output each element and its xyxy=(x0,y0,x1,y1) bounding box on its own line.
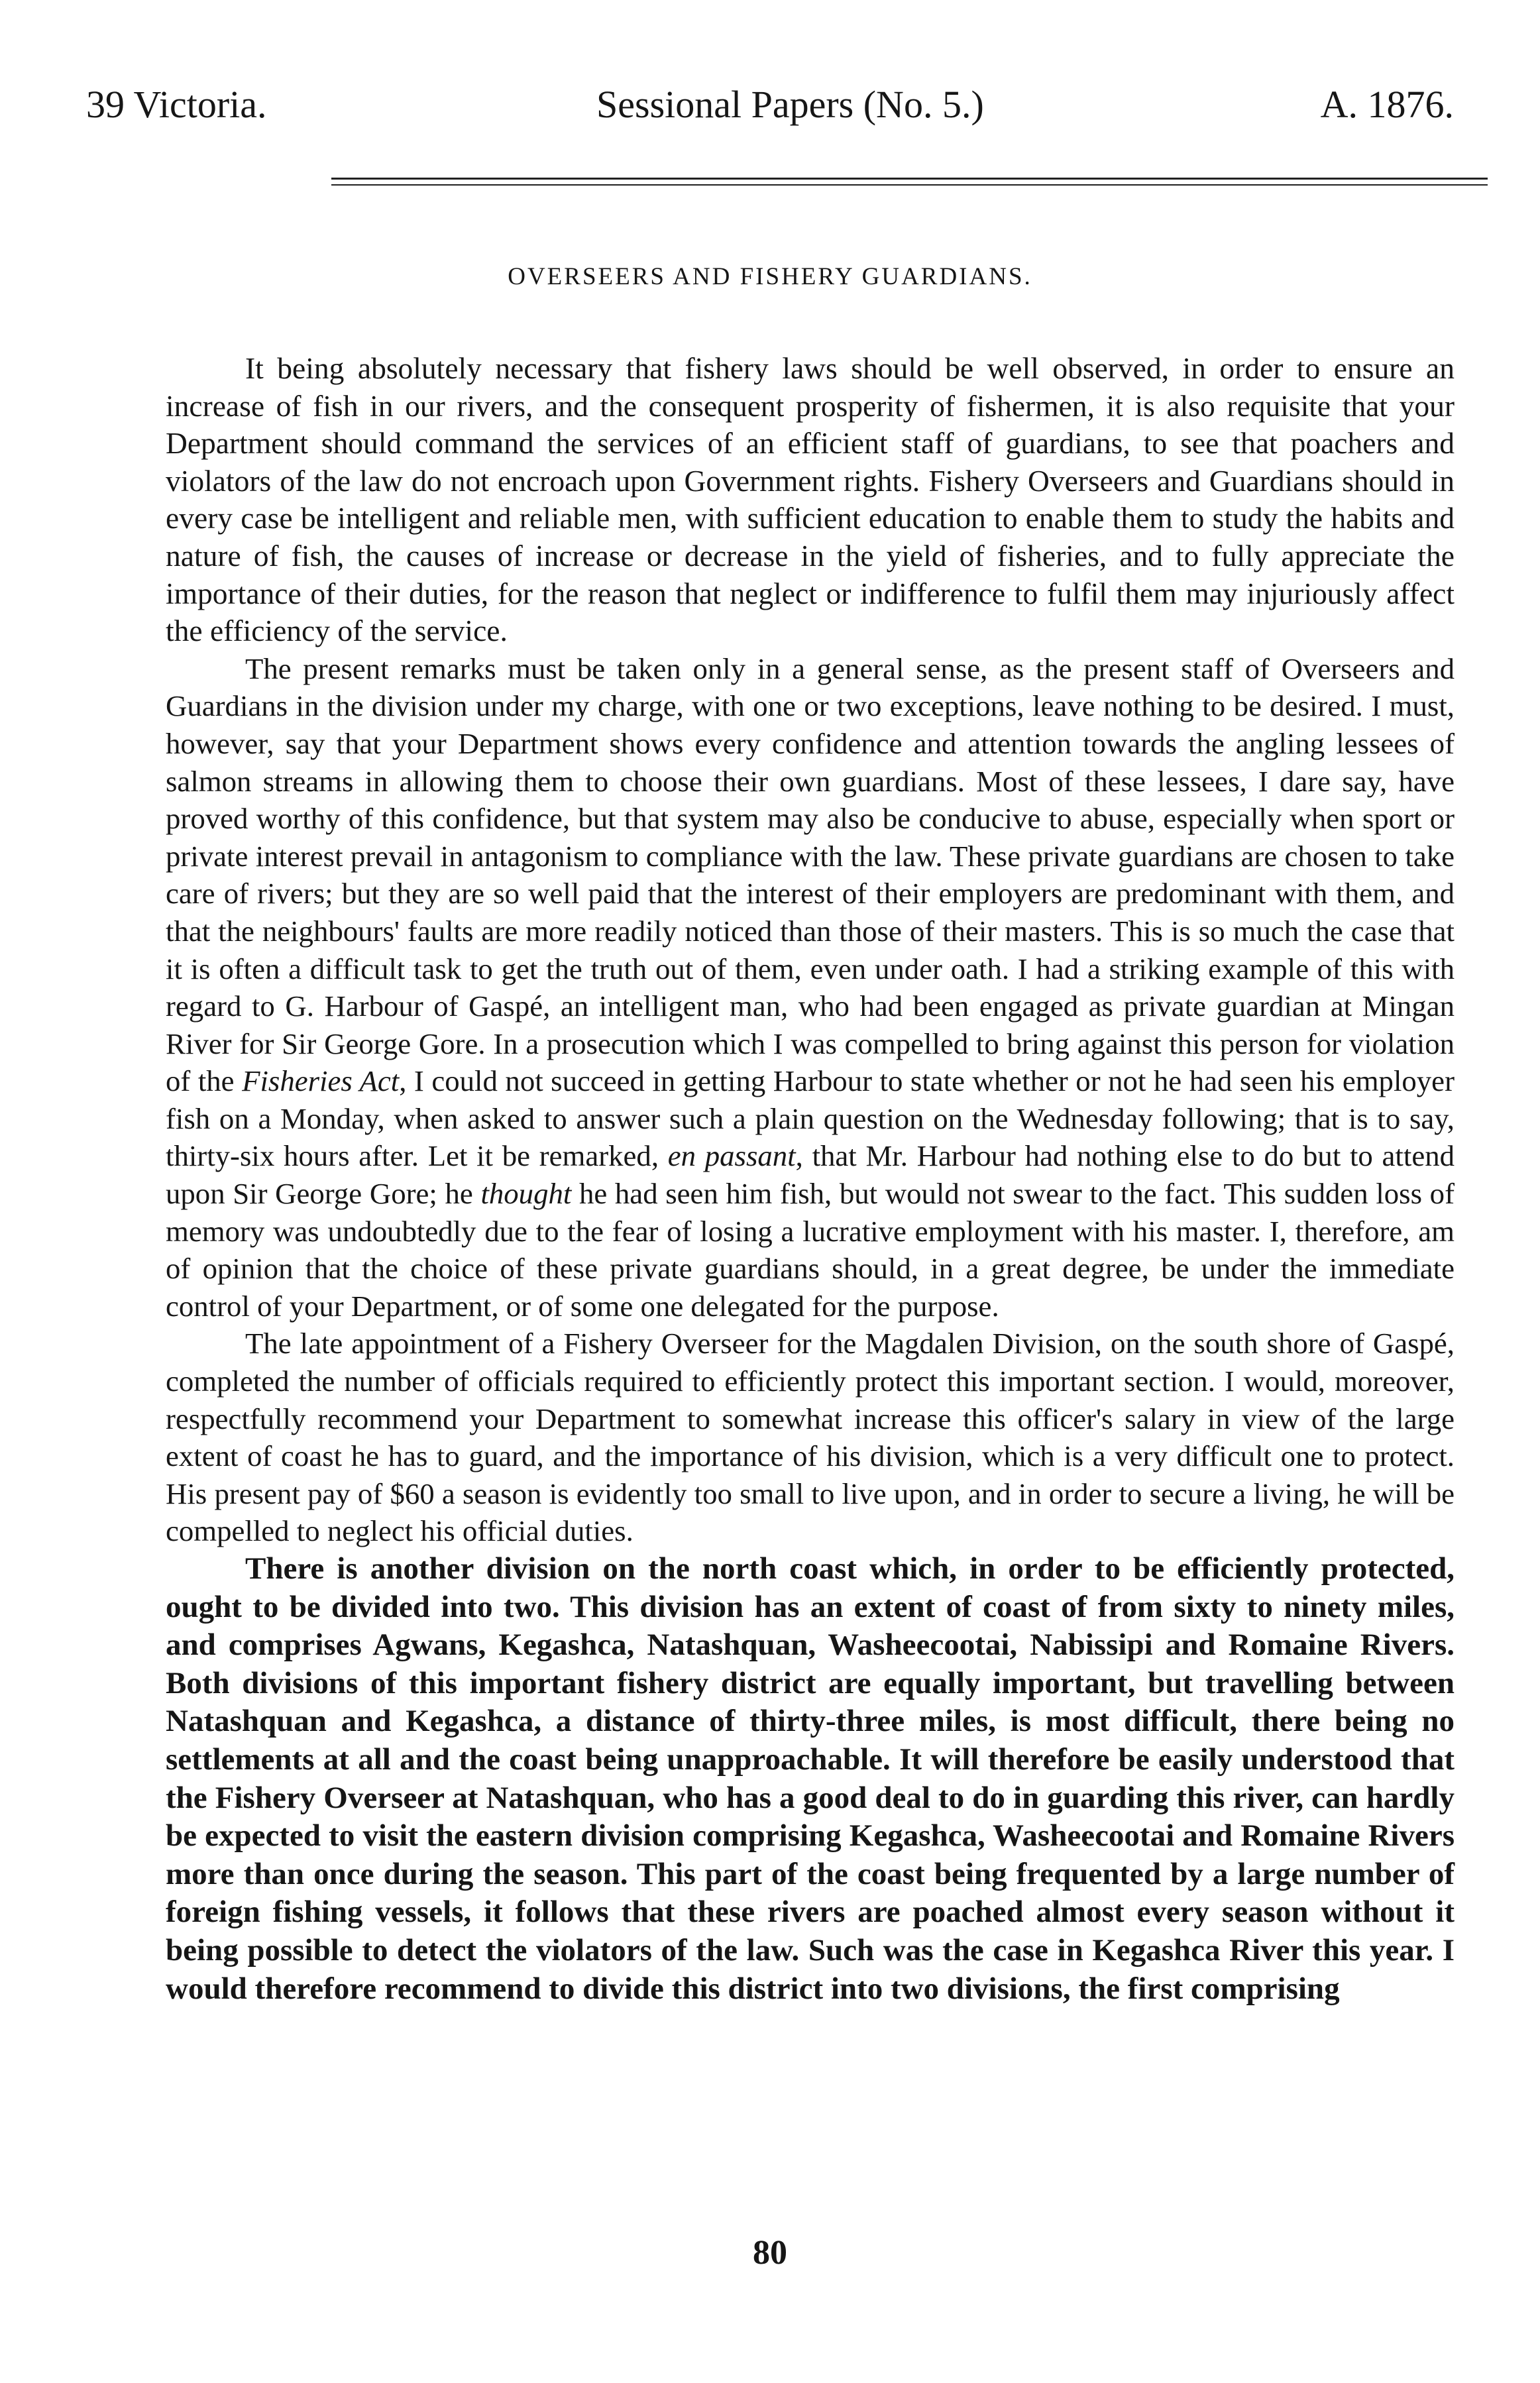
publication-title: Sessional Papers (No. 5.) xyxy=(596,83,984,126)
section-heading: OVERSEERS AND FISHERY GUARDIANS. xyxy=(508,263,1032,290)
text-run: The present remarks must be taken only in a general sense, as the present staff of Overseers and Guardians in the division under my charge, with one or two exceptions, leave nothing to be desired. I must, however, say that your Department shows every confidence and attention towards the angling lessees of salmon streams in allowing them to choose their own guardians. Most of these lessees, I dare say, have proved worthy of this confidence, but that system may also be conducive to abuse, especially when sport or private interest prevail in antagonism to compliance with the law. These private guardians are chosen to take care of rivers; but they are so well paid that the interest of their employers are predominant with them, and that the neighbours' faults are more readily noticed than those of their masters. This is so much the case that it is often a difficult task to get the truth out of them, even under oath. I had a striking example of this with regard to G. Harbour of Gaspé, an intelligent man, who had been engaged as private guardian at Mingan River for Sir George Gore. In a prosecution which I was compelled to bring against this person for violation of the xyxy=(166,651,1455,1098)
paragraph xyxy=(166,1550,1455,2008)
text-run: , I could not succeed in getting Harbour to state whether or not he had seen his employer fish on a Monday, when asked to answer such a plain question on the Wednesday following; that is to say, thirty-six hours after. Let it be remarked, xyxy=(166,1064,1455,1173)
header-rule-bottom xyxy=(331,184,1488,186)
text-run: he had seen him fish, but would not swear to the fact. This sudden loss of memory was undoubtedly due to the fear of losing a lucrative employment with his master. I, therefore, am of opinion that the choice of these private guardians should, in a great degree, be under the immediate control of your Department, or of some one delegated for the purpose. xyxy=(166,1177,1455,1323)
year-label: A. 1876. xyxy=(1320,83,1454,126)
session-label: 39 Victoria. xyxy=(86,83,267,126)
text-run: , that Mr. Harbour had nothing else to do but to attend upon Sir George Gore; he xyxy=(166,1139,1455,1211)
text-run: The late appointment of a Fishery Overseer for the Magdalen Division, on the south shore of Gaspé, completed the number of officials required to efficiently protect this important section. I would, moreover, respectfully recommend your Department to somewhat increase this officer's salary in view of the large extent of coast he has to guard, and the importance of his division, which is a very difficult one to protect. His present pay of $60 a season is evidently too small to live upon, and in order to secure a living, he will be compelled to neglect his official duties. xyxy=(166,1327,1455,1548)
paragraph xyxy=(166,1325,1455,1550)
italic-text-run: en passant xyxy=(667,1139,796,1173)
italic-text-run: thought xyxy=(480,1177,572,1211)
body-text xyxy=(166,350,1455,2008)
running-header xyxy=(86,72,1454,138)
text-run: It being absolutely necessary that fishery laws should be well observed, in order to ensure an increase of fish in our rivers, and the consequent prosperity of fishermen, it is also requisite that your Department should command the services of an efficient staff of guardians, to see that poachers and violators of the law do not encroach upon Government rights. Fishery Overseers and Guardians should in every case be intelligent and reliable men, with sufficient education to enable them to study the habits and nature of fish, the causes of increase or decrease in the yield of fisheries, and to fully appreciate the importance of their duties, for the reason that neglect or indifference to fulfil them may injuriously affect the efficiency of the service. xyxy=(166,351,1455,648)
header-rule xyxy=(331,178,1488,190)
paragraph xyxy=(166,650,1455,1325)
paragraph xyxy=(166,350,1455,650)
page-number: 80 xyxy=(753,2234,787,2272)
header-rule-top xyxy=(331,178,1488,180)
text-run: There is another division on the north coast which, in order to be efficiently protected, ought to be divided into two. This division has an extent of coast of from sixty to ninety miles, and comprises Agwans, Kegashca, Natashquan, Washeecootai, Nabissipi and Romaine Rivers. Both divisions of this important fishery district are equally important, but travelling between Natashquan and Kegashca, a distance of thirty-three miles, is most difficult, there being no settlements at all and the coast being unapproachable. It will therefore be easily understood that the Fishery Overseer at Natashquan, who has a good deal to do in guarding this river, can hardly be expected to visit the eastern division comprising Kegashca, Washeecootai and Romaine Rivers more than once during the season. This part of the coast being frequented by a large number of foreign fishing vessels, it follows that these rivers are poached almost every season without it being possible to detect the violators of the law. Such was the case in Kegashca River this year. I would therefore recommend to divide this district into two divisions, the first comprising xyxy=(166,1551,1455,2006)
italic-text-run: Fisheries Act xyxy=(242,1064,400,1098)
